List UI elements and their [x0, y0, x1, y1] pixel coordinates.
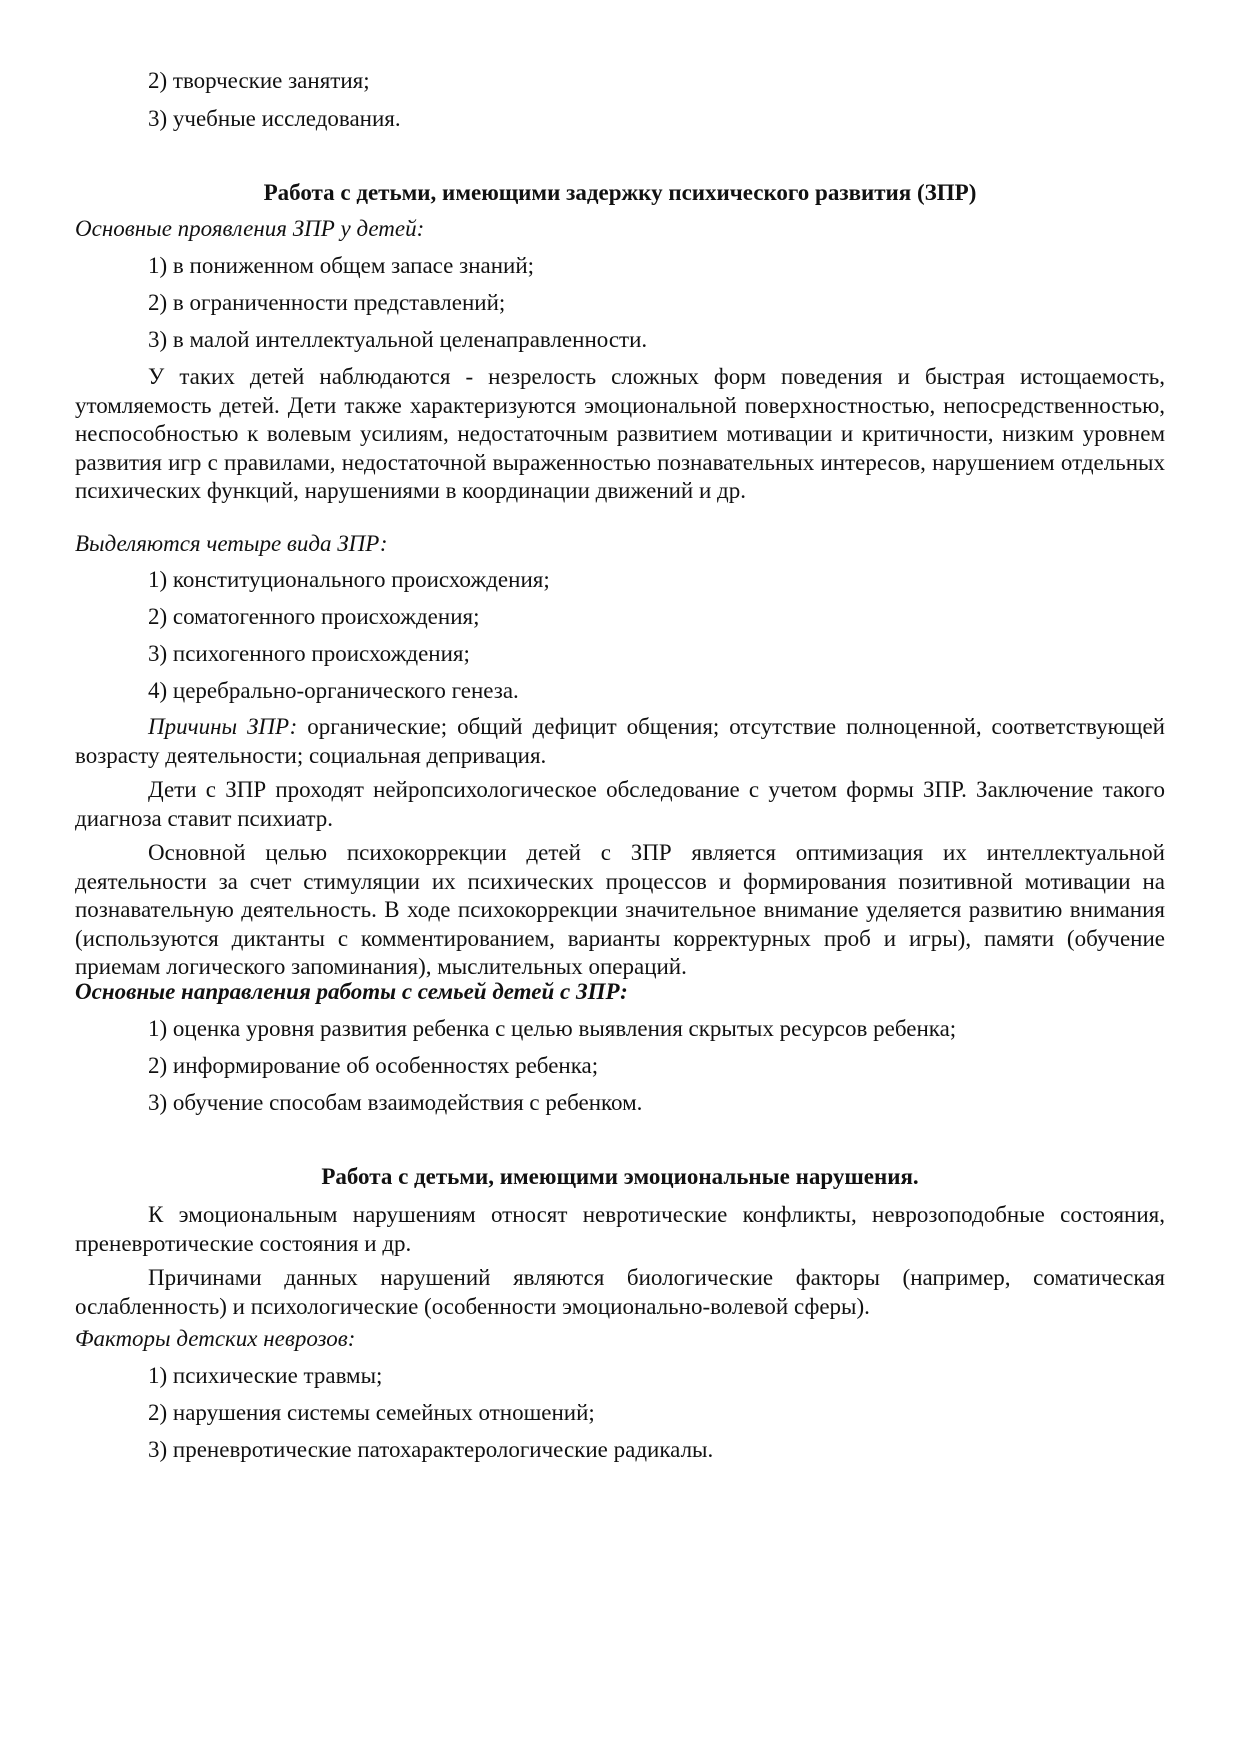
list-item: 2) соматогенного происхождения;: [148, 604, 480, 629]
list-item: 3) учебные исследования.: [148, 106, 401, 131]
paragraph-features: У таких детей наблюдаются - незрелость сложных форм поведения и быстрая истощаемость, утомляемость детей. Дети также характеризуются эмоциональной поверхностностью, непосредственностью, неспособностью к волевым усилиям, недостаточным развитием мотивации и критичности, низким уровнем развития игр с правилами, недостаточной выраженностью познавательных интересов, нарушением отдельных психических функций, нарушениями в координации движений и др.: [75, 364, 1165, 503]
list-item: 4) церебрально-органического генеза.: [148, 678, 519, 703]
list-item: 2) информирование об особенностях ребенка;: [148, 1053, 599, 1078]
factors-title: Факторы детских неврозов:: [75, 1326, 356, 1351]
list-item: 2) в ограниченности представлений;: [148, 290, 506, 315]
family-title: Основные направления работы с семьей детей с ЗПР:: [75, 979, 628, 1004]
paragraph-diagnosis: Дети с ЗПР проходят нейропсихологическое обследование с учетом формы ЗПР. Заключение такого диагноза ставит психиатр.: [75, 777, 1165, 831]
section-heading: Работа с детьми, имеющими задержку психического развития (ЗПР): [263, 180, 977, 205]
causes-label: Причины ЗПР:: [148, 714, 298, 739]
list-item: 1) оценка уровня развития ребенка с целью выявления скрытых ресурсов ребенка;: [148, 1016, 957, 1041]
paragraph-emotional-types: К эмоциональным нарушениям относят невротические конфликты, неврозоподобные состояния, преневротические состояния и др.: [75, 1202, 1165, 1256]
list-item: 2) творческие занятия;: [148, 68, 370, 93]
list-item: 2) нарушения системы семейных отношений;: [148, 1400, 595, 1425]
section-heading: Работа с детьми, имеющими эмоциональные нарушения.: [321, 1164, 919, 1189]
paragraph-emotional-causes: Причинами данных нарушений являются биологические факторы (например, соматическая ослабленность) и психологические (особенности эмоционально-волевой сферы).: [75, 1265, 1165, 1319]
paragraph-causes: [75, 713, 1165, 770]
list-item: 3) в малой интеллектуальной целенаправленности.: [148, 327, 648, 352]
manifestations-title: Основные проявления ЗПР у детей:: [75, 216, 425, 241]
list-item: 1) в пониженном общем запасе знаний;: [148, 253, 535, 278]
types-title: Выделяются четыре вида ЗПР:: [75, 531, 388, 556]
list-item: 3) обучение способам взаимодействия с ребенком.: [148, 1090, 643, 1115]
list-item: 3) психогенного происхождения;: [148, 641, 470, 666]
paragraph-goal: Основной целью психокоррекции детей с ЗПР является оптимизация их интеллектуальной деятельности за счет стимуляции их психических процессов и формирования позитивной мотивации на познавательную деятельность. В ходе психокоррекции значительное внимание уделяется развитию внимания (используются диктанты с комментированием, варианты корректурных проб и игры), памяти (обучение приемам логического запоминания), мыслительных операций.: [75, 840, 1165, 979]
list-item: 1) конституционального происхождения;: [148, 567, 550, 592]
causes-text: органические; общий дефицит общения; отсутствие полноценной, соответствующей возрасту деятельности; социальная депривация.: [75, 714, 1165, 768]
list-item: 3) преневротические патохарактерологические радикалы.: [148, 1437, 714, 1462]
list-item: 1) психические травмы;: [148, 1363, 383, 1388]
